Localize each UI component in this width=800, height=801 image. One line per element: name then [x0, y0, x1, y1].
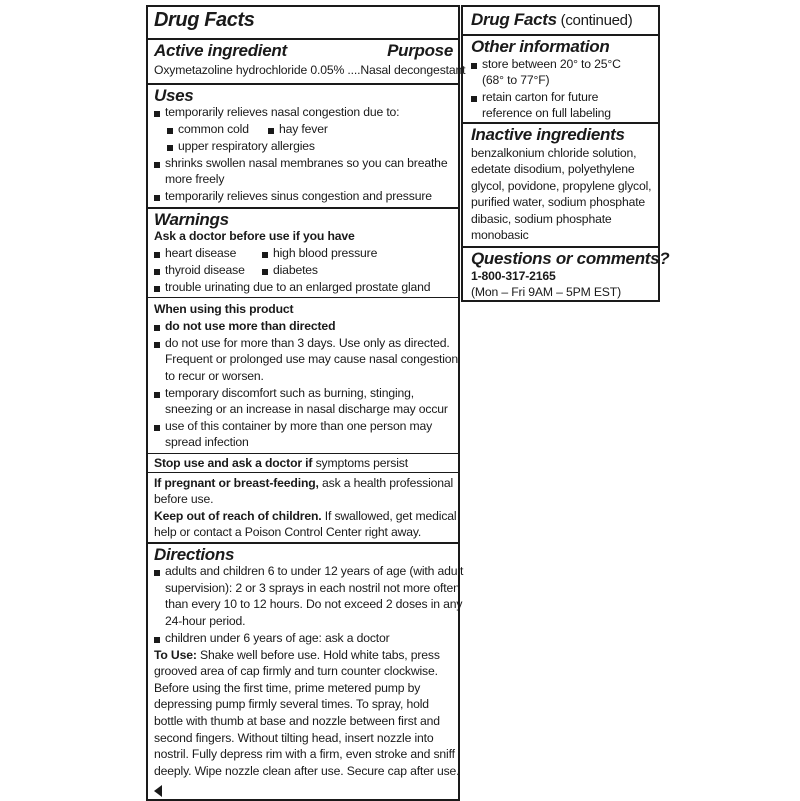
directions-1-cont: 24-hour period. [165, 614, 246, 628]
when-using-heading: When using this product [154, 302, 294, 316]
ask-doctor-heading: Ask a doctor before use if you have [154, 229, 355, 243]
questions-heading: Questions or comments? [471, 249, 670, 268]
to-use-line-6: second fingers. Without tilting head, insert nozzle into [154, 731, 434, 745]
divider [148, 297, 458, 298]
continued-title-section [463, 7, 658, 34]
divider [148, 453, 458, 454]
condition-prostate: trouble urinating due to an enlarged prostate gland [165, 280, 431, 294]
active-ingredient-line: Oxymetazoline hydrochloride 0.05% ....Nasal decongestant [154, 63, 466, 77]
when-using-1: do not use more than directed [165, 319, 336, 333]
inactive-ingredients-section [463, 122, 658, 246]
directions-heading: Directions [154, 545, 235, 564]
other-information-heading: Other information [471, 37, 610, 56]
to-use-line [154, 647, 440, 664]
keep-out-rest: If swallowed, get medical [321, 509, 457, 523]
uses-sub-3: upper respiratory allergies [178, 139, 315, 153]
directions-1-cont: than every 10 to 12 hours. Do not exceed 2 doses in any [165, 597, 463, 611]
bullet [154, 269, 160, 275]
when-using-2-cont: to recur or worsen. [165, 369, 264, 383]
drug-facts-title: Drug Facts [154, 9, 255, 31]
inactive-line-4: purified water, sodium phosphate [471, 195, 646, 209]
bullet [471, 63, 477, 69]
active-ingredient-heading: Active ingredient [154, 41, 287, 60]
bullet [262, 269, 268, 275]
divider [148, 472, 458, 473]
bullet [154, 425, 160, 431]
to-use-bold: To Use: [154, 648, 197, 662]
phone-number: 1-800-317-2165 [471, 269, 556, 283]
bullet [262, 252, 268, 258]
phone-hours: (Mon – Fri 9AM – 5PM EST) [471, 285, 621, 299]
uses-item-1: temporarily relieves nasal congestion due to: [165, 105, 400, 119]
other-info-1: store between 20° to 25°C [482, 57, 621, 71]
uses-sub-1: common cold [178, 122, 249, 136]
bullet [154, 252, 160, 258]
questions-section [463, 246, 670, 300]
to-use-line-5: bottle with thumb at base and nozzle between first and [154, 714, 440, 728]
continued-title-suffix: (continued) [556, 12, 633, 29]
condition-thyroid: thyroid disease [165, 263, 245, 277]
uses-item-2-cont: more freely [165, 172, 225, 186]
uses-item-3: temporarily relieves sinus congestion and pressure [165, 189, 432, 203]
directions-1: adults and children 6 to under 12 years of age (with adult [165, 564, 464, 578]
inactive-line-1: benzalkonium chloride solution, [471, 146, 637, 160]
bullet [167, 128, 173, 134]
inactive-ingredients-heading: Inactive ingredients [471, 125, 625, 144]
condition-heart: heart disease [165, 246, 237, 260]
bullet [268, 128, 274, 134]
stop-use-bold: Stop use and ask a doctor if [154, 456, 313, 470]
bullet [154, 325, 160, 331]
to-use-line-8: deeply. Wipe nozzle clean after use. Secure cap after use. [154, 764, 460, 778]
warnings-heading: Warnings [154, 210, 229, 229]
directions-2: children under 6 years of age: ask a doctor [165, 631, 390, 645]
bullet [154, 195, 160, 201]
to-use-line-3: Before using the first time, prime metered pump by [154, 681, 421, 695]
when-using-3-cont: sneezing or an increase in nasal discharge may occur [165, 402, 448, 416]
active-ingredient-section [148, 38, 466, 83]
directions-section [148, 542, 464, 799]
condition-blood-pressure: high blood pressure [273, 246, 378, 260]
purpose-heading: Purpose [387, 41, 453, 60]
warnings-section [148, 207, 458, 542]
inactive-line-6: monobasic [471, 228, 529, 242]
keep-out-bold: Keep out of reach of children. [154, 509, 322, 523]
bullet [471, 96, 477, 102]
continued-title [471, 10, 632, 30]
when-using-4-cont: spread infection [165, 435, 249, 449]
other-information-section [463, 34, 658, 122]
bullet [154, 570, 160, 576]
uses-heading: Uses [154, 86, 194, 105]
bullet [154, 286, 160, 292]
stop-use-line [154, 455, 408, 472]
pregnant-bold: If pregnant or breast-feeding, [154, 476, 319, 490]
to-use-line-2: grooved area of cap firmly and turn counter clockwise. [154, 664, 438, 678]
continued-title-main: Drug Facts [471, 10, 557, 29]
keep-out-line [154, 508, 456, 525]
inactive-line-5: dibasic, sodium phosphate [471, 212, 612, 226]
drug-facts-panel-left [146, 5, 466, 801]
uses-item-2: shrinks swollen nasal membranes so you can breathe [165, 156, 448, 170]
bullet [154, 637, 160, 643]
drug-facts-title-section [148, 7, 458, 38]
uses-sub-2: hay fever [279, 122, 328, 136]
pregnant-rest: ask a health professional [318, 476, 454, 490]
pregnant-line [154, 475, 453, 492]
pregnant-line-2: before use. [154, 492, 214, 506]
when-using-3: temporary discomfort such as burning, stinging, [165, 386, 415, 400]
bullet [154, 162, 160, 168]
keep-out-line-2: help or contact a Poison Control Center right away. [154, 525, 422, 539]
stop-use-rest: symptoms persist [312, 456, 408, 470]
other-info-2-cont: reference on full labeling [482, 106, 611, 120]
when-using-4: use of this container by more than one person may [165, 419, 433, 433]
bullet [154, 111, 160, 117]
when-using-2: do not use for more than 3 days. Use only as directed. [165, 336, 450, 350]
to-use-rest: Shake well before use. Hold white tabs, press [196, 648, 440, 662]
drug-facts-panel-right [461, 5, 670, 302]
bullet [154, 342, 160, 348]
to-use-line-7: nostril. Fully depress rim with a firm, even stroke and sniff [154, 747, 455, 761]
directions-1-cont: supervision): 2 or 3 sprays in each nostril not more often [165, 581, 460, 595]
when-using-2-cont: Frequent or prolonged use may cause nasal congestion [165, 352, 459, 366]
condition-diabetes: diabetes [273, 263, 318, 277]
other-info-2: retain carton for future [482, 90, 599, 104]
bullet [167, 145, 173, 151]
to-use-line-4: depressing pump firmly several times. To spray, hold [154, 697, 429, 711]
inactive-line-3: glycol, povidone, propylene glycol, [471, 179, 652, 193]
left-triangle-icon [154, 785, 162, 797]
bullet [154, 392, 160, 398]
inactive-line-2: edetate disodium, polyethylene [471, 162, 635, 176]
other-info-1-cont: (68° to 77°F) [482, 73, 550, 87]
uses-section [148, 83, 458, 207]
